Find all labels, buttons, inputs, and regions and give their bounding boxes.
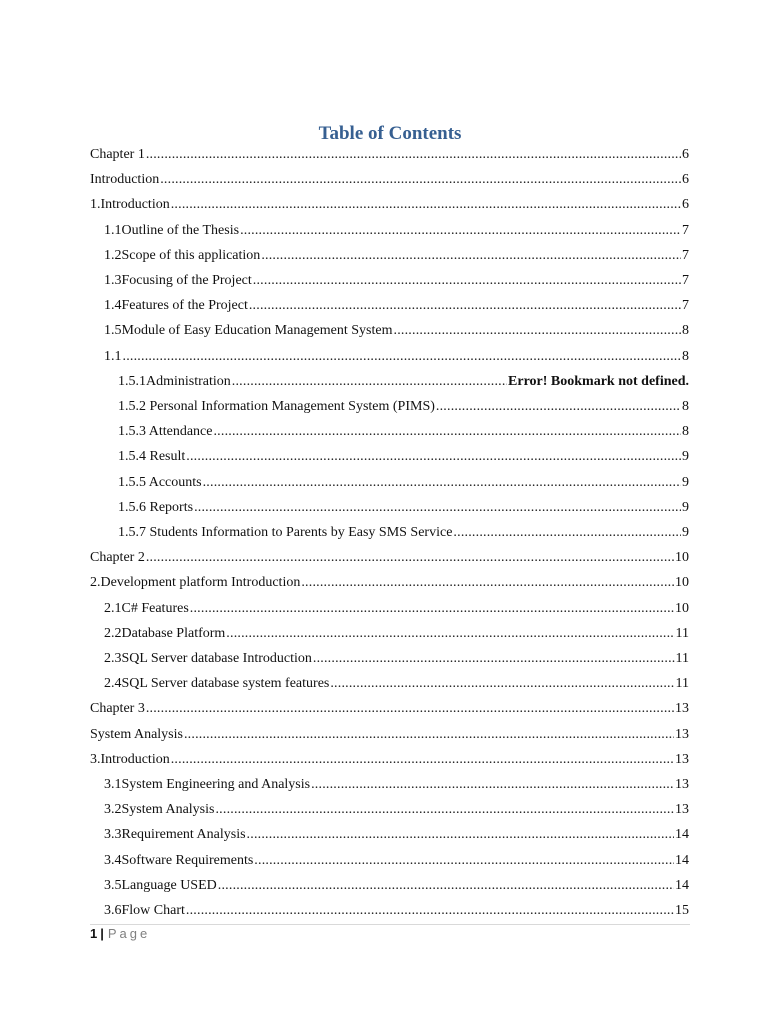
toc-entry-title: 1.5.2 Personal Information Management System (PIMS) (118, 399, 435, 414)
toc-entry[interactable] (118, 473, 689, 493)
toc-entry-title: 1.5.4 Result (118, 449, 186, 464)
toc-entry[interactable] (90, 699, 689, 719)
toc-entry-number: 3.2 (104, 802, 122, 817)
toc-entry[interactable] (104, 876, 689, 896)
toc-entry[interactable] (104, 851, 689, 871)
toc-entry-title: System Engineering and Analysis (121, 777, 311, 792)
toc-entry-page: 11 (675, 676, 689, 691)
toc-entry[interactable] (118, 447, 689, 467)
toc-entry-title: Scope of this application (121, 248, 261, 263)
toc-dot-leader (194, 498, 681, 518)
toc-dot-leader (254, 851, 674, 871)
toc-entry-page: 9 (682, 525, 689, 540)
toc-entry-page: 15 (675, 903, 689, 918)
toc-entry-title: Features of the Project (121, 298, 248, 313)
toc-entry[interactable] (90, 573, 689, 593)
toc-entry-number: 3.1 (104, 777, 122, 792)
toc-entry-page: 9 (682, 475, 689, 490)
toc-entry-title: 1.5.3 Attendance (118, 424, 213, 439)
toc-entry-title: Introduction (100, 197, 170, 212)
toc-entry-title: Focusing of the Project (121, 273, 252, 288)
toc-entry[interactable] (104, 674, 689, 694)
toc-dot-leader (453, 523, 681, 543)
toc-entry-page: 13 (675, 802, 689, 817)
toc-entry[interactable] (118, 372, 689, 392)
toc-entry-page: 13 (675, 727, 689, 742)
toc-entry-page: 6 (682, 197, 689, 212)
toc-dot-leader (313, 649, 675, 669)
toc-entry[interactable] (118, 422, 689, 442)
toc-entry-number: 3.4 (104, 853, 122, 868)
footer-separator: | (100, 926, 104, 941)
toc-entry-page: 7 (682, 223, 689, 238)
toc-entry-title: Chapter 1 (90, 147, 145, 162)
toc-dot-leader (232, 372, 507, 392)
toc-dot-leader (146, 548, 674, 568)
toc-dot-leader (247, 825, 674, 845)
toc-entry-title: SQL Server database system features (121, 676, 330, 691)
toc-dot-leader (311, 775, 674, 795)
toc-entry[interactable] (104, 271, 689, 291)
toc-entry[interactable] (90, 725, 689, 745)
toc-dot-leader (253, 271, 681, 291)
toc-dot-leader (249, 296, 681, 316)
toc-dot-leader (160, 170, 681, 190)
toc-dot-leader (171, 195, 681, 215)
toc-entry-number: 1. (90, 197, 101, 212)
toc-dot-leader (330, 674, 674, 694)
toc-entry-title: Chapter 3 (90, 701, 145, 716)
toc-entry[interactable] (104, 649, 689, 669)
toc-entry-number: 3. (90, 752, 101, 767)
toc-entry-title: Administration (146, 374, 231, 389)
toc-dot-leader (186, 901, 674, 921)
toc-entry-page: 8 (682, 424, 689, 439)
toc-entry-number: 2.1 (104, 601, 122, 616)
toc-entry-page: 6 (682, 147, 689, 162)
toc-dot-leader (436, 397, 681, 417)
toc-entry-title: Introduction (100, 752, 170, 767)
toc-dot-leader (215, 800, 674, 820)
toc-entry-title: Chapter 2 (90, 550, 145, 565)
toc-entry-page: 8 (682, 323, 689, 338)
toc-entry[interactable] (104, 246, 689, 266)
toc-entry[interactable] (104, 599, 689, 619)
toc-dot-leader (123, 347, 682, 367)
toc-entry[interactable] (90, 750, 689, 770)
page-footer (90, 925, 150, 943)
toc-entry-page: 11 (675, 626, 689, 641)
toc-entry-number: 1.5 (104, 323, 122, 338)
toc-entry-page: 7 (682, 273, 689, 288)
toc-entry-title: 1.5.5 Accounts (118, 475, 202, 490)
toc-dot-leader (171, 750, 674, 770)
toc-entry[interactable] (104, 221, 689, 241)
toc-entry[interactable] (104, 624, 689, 644)
toc-entry-number: 1.5.1 (118, 374, 146, 389)
toc-entry-number: 3.6 (104, 903, 122, 918)
toc-entry-title: Module of Easy Education Management System (121, 323, 393, 338)
toc-entry-number: 3.3 (104, 827, 122, 842)
toc-entry-page: 10 (675, 601, 689, 616)
toc-entry-title: 1.5.7 Students Information to Parents by Easy SMS Service (118, 525, 453, 540)
toc-entry-page: 8 (682, 399, 689, 414)
toc-dot-leader (240, 221, 681, 241)
toc-entry-number: 2.4 (104, 676, 122, 691)
toc-entry-page: 9 (682, 500, 689, 515)
footer-page-label: Page (107, 926, 151, 941)
toc-entry[interactable] (104, 321, 689, 341)
toc-entry[interactable] (118, 397, 689, 417)
toc-dot-leader (394, 321, 682, 341)
toc-entry-title: System Analysis (121, 802, 215, 817)
toc-entry[interactable] (104, 775, 689, 795)
toc-entry-number: 2. (90, 575, 101, 590)
toc-entry[interactable] (90, 548, 689, 568)
toc-dot-leader (146, 145, 681, 165)
toc-dot-leader (301, 573, 674, 593)
toc-entry[interactable] (104, 347, 689, 367)
toc-entry[interactable] (90, 145, 689, 165)
toc-entry-title: Introduction (90, 172, 160, 187)
toc-entry-title: Requirement Analysis (121, 827, 246, 842)
toc-entry-page: 13 (675, 752, 689, 767)
toc-entry-title: Software Requirements (121, 853, 254, 868)
toc-entry-title: SQL Server database Introduction (121, 651, 312, 666)
toc-entry-number: 1.4 (104, 298, 122, 313)
toc-entry-page: 14 (675, 827, 689, 842)
toc-entry-number: 3.5 (104, 878, 122, 893)
toc-entry-page: 11 (675, 651, 689, 666)
toc-entry-number: 1.1 (104, 223, 122, 238)
toc-entry-title: Database Platform (121, 626, 226, 641)
toc-dot-leader (261, 246, 681, 266)
toc-entry-number: 2.3 (104, 651, 122, 666)
toc-entry[interactable] (90, 170, 689, 190)
toc-dot-leader (226, 624, 674, 644)
toc-entry-number: 1.3 (104, 273, 122, 288)
toc-heading: Table of Contents (318, 123, 462, 144)
toc-entry[interactable] (104, 296, 689, 316)
toc-entry-title: Flow Chart (121, 903, 185, 918)
toc-dot-leader (203, 473, 681, 493)
toc-entry-title: Language USED (121, 878, 217, 893)
toc-dot-leader (190, 599, 674, 619)
toc-entry[interactable] (104, 800, 689, 820)
toc-entry-page: Error! Bookmark not defined. (508, 374, 689, 389)
toc-entry-page: 14 (675, 853, 689, 868)
toc-entry-page: 8 (682, 349, 689, 364)
toc-entry-number: 1.2 (104, 248, 122, 263)
toc-entry-page: 13 (675, 701, 689, 716)
toc-entry-page: 7 (682, 248, 689, 263)
toc-entry-page: 13 (675, 777, 689, 792)
toc-entry-number: 2.2 (104, 626, 122, 641)
toc-entry-title: C# Features (121, 601, 189, 616)
toc-dot-leader (213, 422, 681, 442)
toc-dot-leader (218, 876, 674, 896)
toc-entry-page: 7 (682, 298, 689, 313)
toc-entry-page: 10 (675, 575, 689, 590)
toc-dot-leader (184, 725, 674, 745)
toc-entry[interactable] (90, 195, 689, 215)
toc-entry-page: 14 (675, 878, 689, 893)
toc-entry-title: System Analysis (90, 727, 183, 742)
footer-divider (90, 924, 690, 925)
toc-entry[interactable] (118, 498, 689, 518)
toc-entry-title: 1.5.6 Reports (118, 500, 194, 515)
footer-page-number: 1 (90, 926, 98, 941)
toc-entry[interactable] (118, 523, 689, 543)
toc-dot-leader (186, 447, 681, 467)
toc-entry[interactable] (104, 901, 689, 921)
toc-entry-title: Development platform Introduction (100, 575, 301, 590)
toc-entry-title: Outline of the Thesis (121, 223, 240, 238)
toc-dot-leader (146, 699, 674, 719)
toc-entry[interactable] (104, 825, 689, 845)
toc-entry-number: 1.1 (104, 349, 122, 364)
toc-entry-page: 9 (682, 449, 689, 464)
toc-entry-page: 6 (682, 172, 689, 187)
toc-entry-page: 10 (675, 550, 689, 565)
